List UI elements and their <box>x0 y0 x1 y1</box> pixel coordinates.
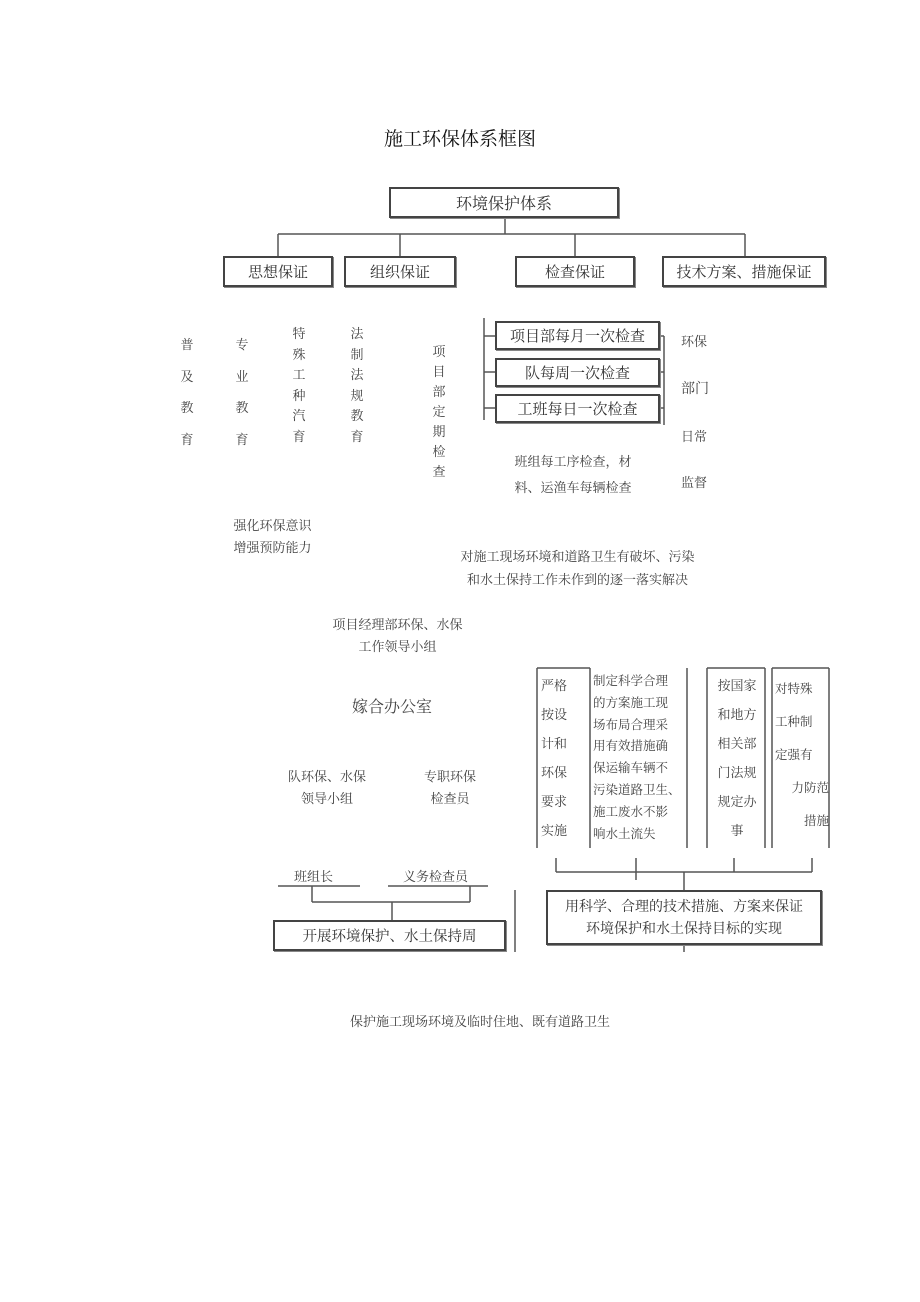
squad-leader-label: 班组长 <box>294 870 334 885</box>
root-label: 环境保护体系 <box>455 194 552 213</box>
tech-col-regulation: 按国家 和地方 相关部 门法规 规定办 事 <box>717 679 757 839</box>
inspection-monthly-box: 项目部每月一次检查 <box>495 321 660 350</box>
level1-ideology-box <box>223 256 333 287</box>
root-box <box>389 187 619 218</box>
level1-organization-box <box>344 256 456 287</box>
level1-inspection-box <box>515 256 635 287</box>
daily-process-check: 班组每工序检查，材 料、运渔车每辆检查 <box>514 455 632 496</box>
inspector-text: 专职环保 检查员 <box>423 770 476 807</box>
volunteer-inspector-label: 义务检查员 <box>403 870 469 885</box>
env-dept-line2: 部门 <box>681 381 709 397</box>
env-dept-line1: 环保 <box>681 335 708 350</box>
level1-ideology-label: 思想保证 <box>247 263 308 281</box>
education-general: 普 及 教 育 <box>180 338 194 448</box>
tech-result-box: 用科学、合理的技术措施、方案来保证 环境保护和水土保持目标的实现 <box>546 890 822 945</box>
campaign-box: 开展环境保护、水土保持周 <box>273 920 506 951</box>
level1-tech-label: 技术方案、措施保证 <box>676 263 812 281</box>
level1-inspection-label: 检查保证 <box>544 263 605 281</box>
inspection-daily-box: 工班每日一次检查 <box>495 394 660 423</box>
leader-group-text: 项目经理部环保、水保 工作领导小组 <box>332 618 463 655</box>
page-title: 施工环保体系框图 <box>383 128 536 150</box>
education-special-trade: 特 殊 工 种 汽 育 <box>292 327 306 445</box>
inspection-periodic-label: 项 目 部 定 期 检 查 <box>432 345 446 480</box>
team-group-text: 队环保、水保 领导小组 <box>287 770 366 807</box>
level1-organization-label: 组织保证 <box>369 263 430 281</box>
tech-col-plan: 制定科学合理 的方案施工现 场布局合理采 用有效措施确 保运输车辆不 污染道路卫生、 施工废水不影 响水土流失 <box>593 673 681 841</box>
footer-text: 保护施工现场环境及临时住地、既有道路卫生 <box>350 1015 611 1030</box>
education-professional: 专 业 教 育 <box>235 338 249 448</box>
env-dept-line3: 日常 <box>681 430 708 445</box>
env-dept-line4: 监督 <box>681 476 708 491</box>
tech-col-special: 对特殊 工种制 定强有 力防范 措施 <box>775 681 829 828</box>
tech-col-design: 严格 按设 计和 环保 要求 实施 <box>541 679 568 839</box>
office-label: 嫁合办公室 <box>352 697 433 716</box>
education-legal: 法 制 法 规 教 育 <box>350 327 364 445</box>
awareness-text: 强化环保意识 增强预防能力 <box>233 519 312 556</box>
site-problem-text: 对施工现场环境和道路卫生有破坏、污染 和水土保持工作未作到的逐一落实解决 <box>460 550 695 588</box>
inspection-weekly-box: 队每周一次检查 <box>495 358 660 387</box>
level1-tech-box <box>662 256 826 287</box>
